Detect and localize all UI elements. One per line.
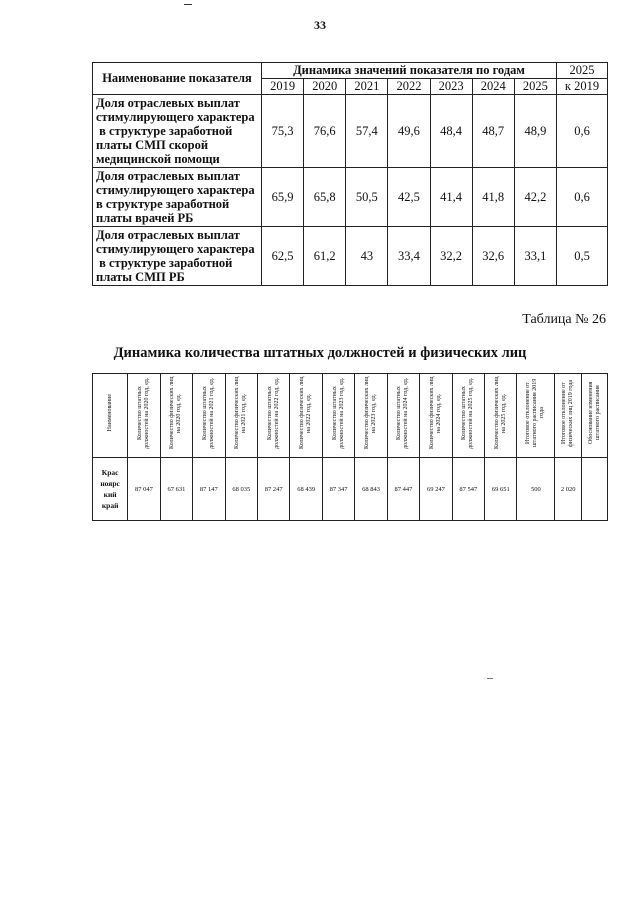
scan-mark: [487, 678, 493, 679]
indicator-value: 65,8: [304, 168, 346, 227]
staffing-column-header: [517, 374, 555, 458]
staffing-column-header: [555, 374, 582, 458]
indicator-dynamics-table: [92, 62, 608, 286]
staffing-column-header-text: Количество физических лиц на 2022 год, ед.: [299, 376, 313, 450]
region-name-line: кий: [103, 490, 117, 499]
indicator-name: [93, 95, 262, 168]
staffing-column-header-text: Итоговое отклонение от физических лиц 2019 года: [561, 379, 575, 447]
staffing-column-header-text: Количество физических лиц на 2023 год, ед.: [364, 376, 378, 450]
year-header: 2022: [388, 79, 430, 95]
staffing-column-header: [93, 374, 128, 458]
indicator-change: 0,6: [557, 95, 608, 168]
indicator-name-line: в структуре заработной: [96, 124, 233, 138]
indicator-value: 76,6: [304, 95, 346, 168]
indicator-name: [93, 168, 262, 227]
staffing-value: 69 651: [485, 458, 517, 521]
indicator-name-line: Доля отраслевых выплат: [96, 228, 240, 242]
table-number-label: Таблица № 26: [522, 312, 606, 327]
staffing-value: 68 439: [290, 458, 322, 521]
staffing-value: [582, 458, 608, 521]
indicator-value: 48,9: [514, 95, 556, 168]
staffing-column-header-text: Количество физических лиц на 2024 год, ед.: [428, 376, 442, 450]
indicator-name-line: Доля отраслевых выплат: [96, 96, 240, 110]
staffing-value: 87 347: [322, 458, 354, 521]
staffing-column-header-text: Количество физических лиц на 2025 год, ед.: [493, 376, 507, 450]
indicator-rows: [93, 95, 608, 286]
indicator-value: 41,4: [430, 168, 472, 227]
indicator-name-line: стимулирующего характера: [96, 183, 255, 197]
indicator-name-line: Доля отраслевых выплат: [96, 169, 240, 183]
indicator-value: 42,5: [388, 168, 430, 227]
staffing-column-header-text: Количество штатных должностей на 2021 год, ед.: [201, 377, 215, 449]
indicator-value: 32,2: [430, 227, 472, 286]
indicator-value: 75,3: [262, 95, 304, 168]
indicator-name: [93, 227, 262, 286]
year-header: 2020: [304, 79, 346, 95]
staffing-column-header: [387, 374, 419, 458]
staffing-column-header-text: Количество штатных должностей на 2024 год, ед.: [396, 377, 410, 449]
indicator-row: [93, 227, 608, 286]
indicator-value: 43: [346, 227, 388, 286]
indicator-name-line: в структуре заработной: [96, 197, 230, 211]
staffing-value: 87 147: [193, 458, 225, 521]
indicator-name-line: платы СМП скорой: [96, 138, 209, 152]
year-header: 2021: [346, 79, 388, 95]
change-header-bottom: к 2019: [557, 79, 608, 95]
page-number: 33: [314, 18, 326, 32]
staffing-column-header: [420, 374, 452, 458]
indicator-change: 0,5: [557, 227, 608, 286]
staffing-value: 87 247: [257, 458, 289, 521]
staffing-header-row: [93, 374, 608, 458]
staffing-column-header-text: Количество физических лиц на 2020 год, ед.: [169, 376, 183, 450]
change-header-top: 2025: [557, 63, 608, 79]
indicator-value: 33,4: [388, 227, 430, 286]
indicator-value: 61,2: [304, 227, 346, 286]
staffing-column-header: [322, 374, 354, 458]
staffing-value: 87 547: [452, 458, 484, 521]
indicator-name-line: в структуре заработной: [96, 256, 233, 270]
staffing-column-header-text: Количество штатных должностей на 2022 год, ед.: [266, 377, 280, 449]
region-name-line: ноярс: [100, 479, 120, 488]
staffing-column-header-text: Количество штатных должностей на 2020 год, ед.: [136, 377, 150, 449]
year-header: 2025: [514, 79, 556, 95]
staffing-value: 68 843: [355, 458, 387, 521]
indicator-value: 49,6: [388, 95, 430, 168]
staffing-column-header-text: Количество штатных должностей на 2023 год, ед.: [331, 377, 345, 449]
indicator-value: 32,6: [472, 227, 514, 286]
indicator-value: 42,2: [514, 168, 556, 227]
staffing-column-header: [257, 374, 289, 458]
indicator-value: 57,4: [346, 95, 388, 168]
staffing-value: 2 020: [555, 458, 582, 521]
region-name-line: Крас: [101, 468, 119, 477]
indicator-value: 48,7: [472, 95, 514, 168]
staffing-column-header: [128, 374, 160, 458]
staffing-value: 87 047: [128, 458, 160, 521]
staffing-column-header-text: Обоснование изменения штатного расписания: [587, 381, 601, 445]
indicator-name-line: стимулирующего характера: [96, 110, 255, 124]
year-header: 2019: [262, 79, 304, 95]
staffing-value: 87 447: [387, 458, 419, 521]
year-header: 2024: [472, 79, 514, 95]
staffing-value: 69 247: [420, 458, 452, 521]
indicator-value: 62,5: [262, 227, 304, 286]
staffing-column-header: [355, 374, 387, 458]
staffing-table: [92, 373, 608, 521]
indicator-name-line: стимулирующего характера: [96, 242, 255, 256]
staffing-column-header: [160, 374, 192, 458]
indicator-row: [93, 95, 608, 168]
staffing-column-header-text: Итоговое отклонение от штатного расписания 2019 года: [525, 378, 546, 448]
indicator-name-line: платы врачей РБ: [96, 211, 194, 225]
indicator-name-line: платы СМП РБ: [96, 270, 185, 284]
indicator-value: 48,4: [430, 95, 472, 168]
staffing-value: 68 035: [225, 458, 257, 521]
scan-mark: [184, 4, 192, 5]
staffing-value: 67 631: [160, 458, 192, 521]
indicator-value: 33,1: [514, 227, 556, 286]
staffing-data-row: [93, 458, 608, 521]
region-name: [93, 458, 128, 521]
staffing-column-header: [452, 374, 484, 458]
staffing-column-header: [290, 374, 322, 458]
indicator-value: 41,8: [472, 168, 514, 227]
year-header: 2023: [430, 79, 472, 95]
staffing-column-header-text: Наименование: [106, 394, 113, 432]
staffing-column-header: [485, 374, 517, 458]
indicator-name-header: Наименование показателя: [93, 63, 262, 95]
staffing-value: 500: [517, 458, 555, 521]
indicator-change: 0,6: [557, 168, 608, 227]
region-name-line: край: [101, 501, 119, 510]
staffing-column-header: [582, 374, 608, 458]
indicator-value: 65,9: [262, 168, 304, 227]
staffing-column-header-text: Количество физических лиц на 2021 год, ед.: [234, 376, 248, 450]
indicator-value: 50,5: [346, 168, 388, 227]
dynamics-header: Динамика значений показателя по годам: [262, 63, 557, 79]
staffing-column-header: [193, 374, 225, 458]
indicator-row: [93, 168, 608, 227]
table-title: Динамика количества штатных должностей и физических лиц: [113, 345, 527, 361]
indicator-name-line: медицинской помощи: [96, 152, 220, 166]
staffing-column-header-text: Количество штатных должностей на 2025 год, ед.: [461, 377, 475, 449]
staffing-column-header: [225, 374, 257, 458]
